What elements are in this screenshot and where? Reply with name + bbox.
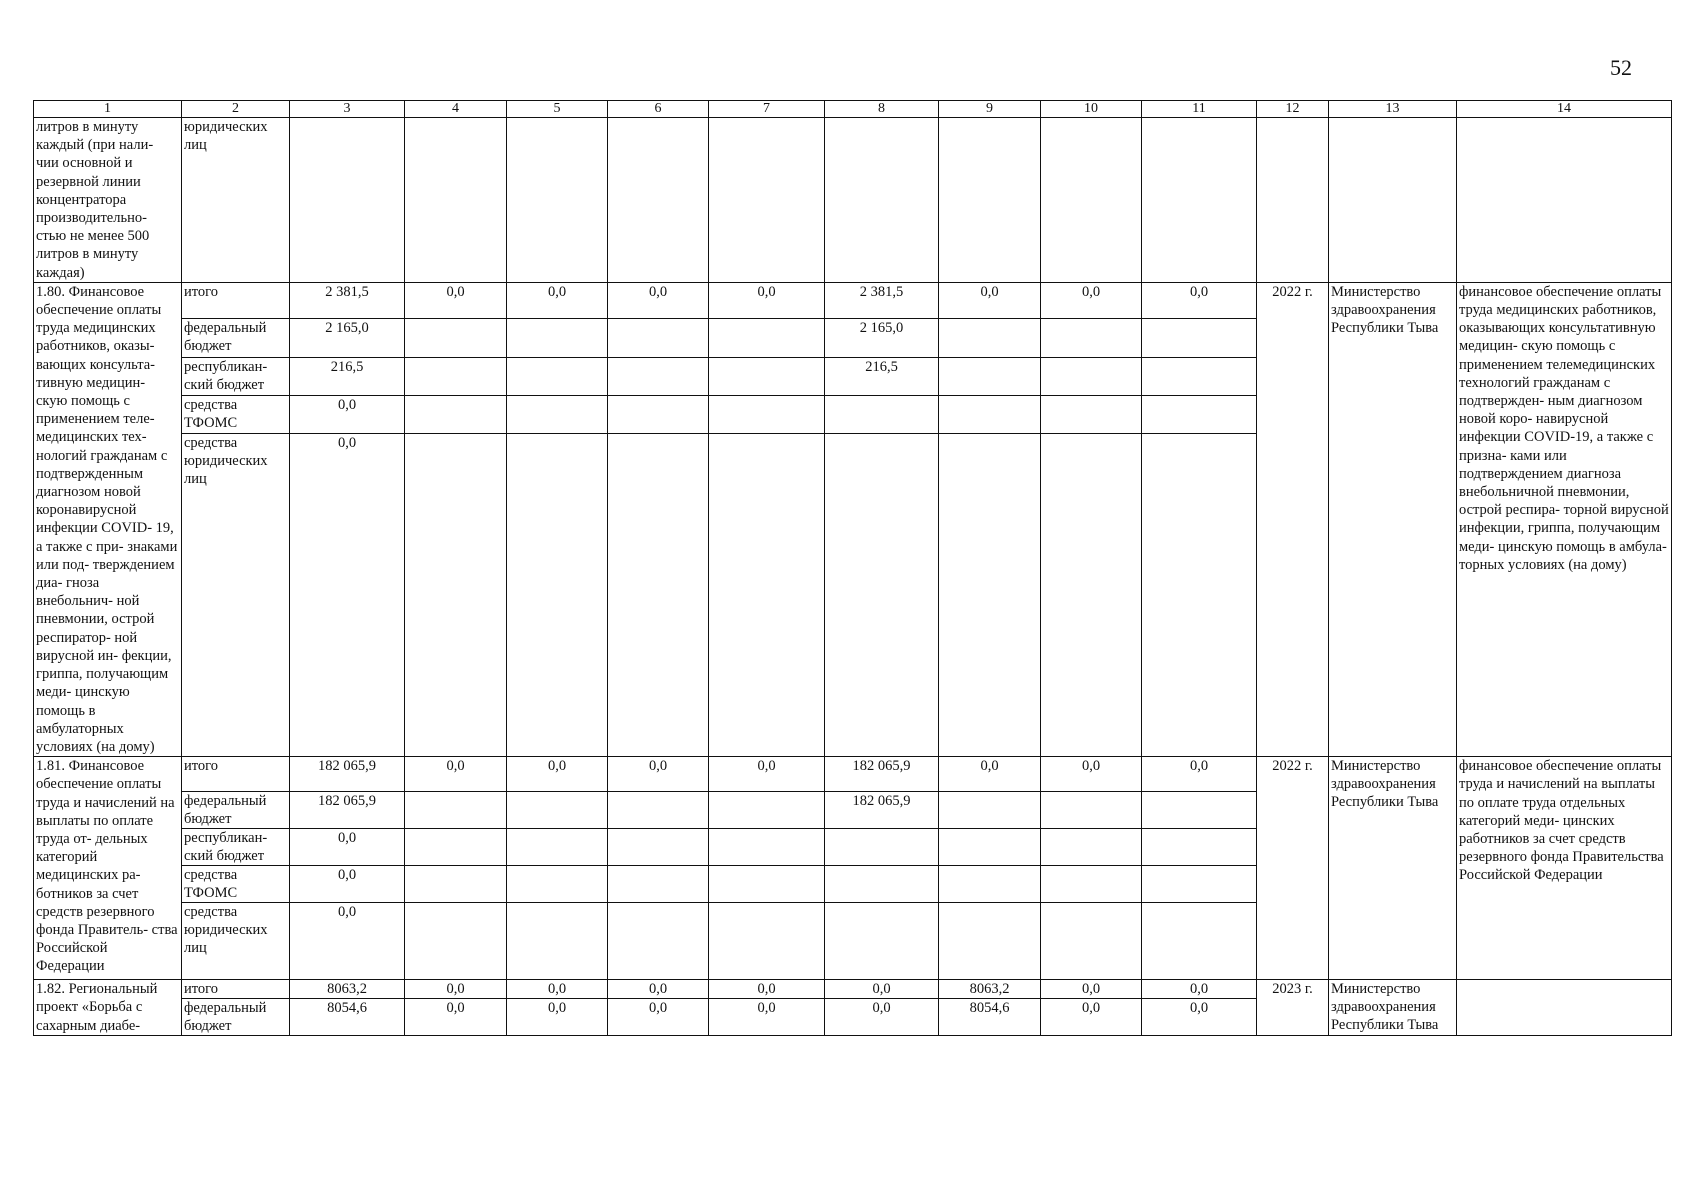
value-cell: 0,0 (709, 999, 825, 1036)
value-cell: 0,0 (1142, 757, 1257, 792)
empty-cell (1329, 118, 1457, 283)
value-cell: 0,0 (939, 282, 1041, 318)
value-cell: 8063,2 (290, 980, 405, 999)
value-cell (1041, 395, 1142, 433)
value-cell: 0,0 (507, 757, 608, 792)
value-cell: 2 165,0 (825, 319, 939, 357)
value-cell (507, 792, 608, 829)
executor-cell: Министерство здравоохранения Республики Тыва (1329, 757, 1457, 980)
value-cell: 0,0 (608, 980, 709, 999)
value-cell (405, 903, 507, 980)
executor-cell: Министерство здравоохранения Республики Тыва (1329, 282, 1457, 756)
source-cell: республикан- ский бюджет (182, 829, 290, 866)
value-cell (608, 792, 709, 829)
value-cell (1142, 866, 1257, 903)
value-cell: 8063,2 (939, 980, 1041, 999)
value-cell: 182 065,9 (825, 792, 939, 829)
source-cell: федеральный бюджет (182, 999, 290, 1036)
value-cell (405, 319, 507, 357)
header-row (34, 101, 1672, 118)
value-cell: 0,0 (709, 757, 825, 792)
table-row (34, 980, 1672, 999)
value-cell: 0,0 (1041, 999, 1142, 1036)
value-cell (1041, 829, 1142, 866)
empty-cell (709, 118, 825, 283)
value-cell (608, 829, 709, 866)
value-cell (1041, 792, 1142, 829)
value-cell (709, 792, 825, 829)
value-cell (1041, 434, 1142, 757)
value-cell (709, 434, 825, 757)
value-cell (507, 903, 608, 980)
value-cell (1041, 357, 1142, 395)
value-cell: 0,0 (939, 757, 1041, 792)
row-name-cell: 1.82. Региональный проект «Борьба с сахарным диабе- (34, 980, 182, 1036)
value-cell: 0,0 (507, 282, 608, 318)
column-header: 6 (608, 101, 709, 118)
value-cell (1142, 792, 1257, 829)
value-cell (1142, 395, 1257, 433)
value-cell (507, 357, 608, 395)
value-cell: 0,0 (1142, 999, 1257, 1036)
executor-cell: Министерство здравоохранения Республики Тыва (1329, 980, 1457, 1036)
table-row (34, 282, 1672, 318)
value-cell (825, 434, 939, 757)
empty-cell (1041, 118, 1142, 283)
value-cell: 0,0 (405, 980, 507, 999)
value-cell: 0,0 (825, 999, 939, 1036)
column-header: 2 (182, 101, 290, 118)
value-cell (405, 357, 507, 395)
column-header: 8 (825, 101, 939, 118)
value-cell: 0,0 (290, 903, 405, 980)
value-cell: 0,0 (290, 434, 405, 757)
page-number: 52 (1610, 55, 1632, 80)
value-cell: 182 065,9 (290, 757, 405, 792)
value-cell (608, 903, 709, 980)
column-header: 10 (1041, 101, 1142, 118)
table-row (34, 118, 1672, 283)
empty-cell (608, 118, 709, 283)
source-cell: итого (182, 980, 290, 999)
value-cell (1041, 866, 1142, 903)
value-cell (709, 903, 825, 980)
value-cell: 0,0 (1041, 757, 1142, 792)
column-header: 14 (1457, 101, 1672, 118)
value-cell (1142, 319, 1257, 357)
source-cell: средства ТФОМС (182, 395, 290, 433)
value-cell (1142, 829, 1257, 866)
value-cell (507, 319, 608, 357)
column-header: 1 (34, 101, 182, 118)
value-cell (405, 434, 507, 757)
value-cell: 0,0 (1041, 980, 1142, 999)
source-cell: итого (182, 757, 290, 792)
value-cell (709, 866, 825, 903)
value-cell: 182 065,9 (825, 757, 939, 792)
source-cell: республикан- ский бюджет (182, 357, 290, 395)
value-cell (825, 866, 939, 903)
column-header: 3 (290, 101, 405, 118)
row-name-cell: 1.81. Финансовое обеспечение оплаты труда и начислений на выплаты по оплате труда от- дельных категорий медицинских ра- ботников за счет средств резервного фонда Правитель- ства Российской Федерации (34, 757, 182, 980)
value-cell: 0,0 (608, 282, 709, 318)
source-cell: средства ТФОМС (182, 866, 290, 903)
value-cell (939, 866, 1041, 903)
value-cell (507, 434, 608, 757)
column-header: 13 (1329, 101, 1457, 118)
value-cell: 216,5 (825, 357, 939, 395)
value-cell: 0,0 (1041, 282, 1142, 318)
table-row (34, 757, 1672, 792)
source-cell: итого (182, 282, 290, 318)
value-cell (939, 829, 1041, 866)
value-cell: 2 381,5 (290, 282, 405, 318)
value-cell (825, 395, 939, 433)
value-cell: 8054,6 (290, 999, 405, 1036)
value-cell: 0,0 (405, 999, 507, 1036)
value-cell (1041, 319, 1142, 357)
value-cell (608, 395, 709, 433)
value-cell: 0,0 (608, 999, 709, 1036)
value-cell (709, 357, 825, 395)
value-cell (507, 395, 608, 433)
value-cell: 0,0 (1142, 282, 1257, 318)
value-cell: 0,0 (290, 395, 405, 433)
year-cell: 2022 г. (1257, 282, 1329, 756)
value-cell (939, 434, 1041, 757)
value-cell (939, 357, 1041, 395)
empty-cell (939, 118, 1041, 283)
value-cell (939, 903, 1041, 980)
value-cell (608, 866, 709, 903)
value-cell: 0,0 (709, 282, 825, 318)
value-cell (608, 434, 709, 757)
value-cell (939, 319, 1041, 357)
empty-cell (1142, 118, 1257, 283)
empty-cell (405, 118, 507, 283)
empty-cell (1457, 118, 1672, 283)
value-cell: 0,0 (1142, 980, 1257, 999)
value-cell (709, 319, 825, 357)
column-header: 5 (507, 101, 608, 118)
source-cell: средства юридических лиц (182, 434, 290, 757)
source-cell: юридических лиц (182, 118, 290, 283)
value-cell (405, 866, 507, 903)
column-header: 9 (939, 101, 1041, 118)
value-cell (939, 792, 1041, 829)
value-cell (507, 866, 608, 903)
value-cell: 0,0 (825, 980, 939, 999)
empty-cell (507, 118, 608, 283)
value-cell (1142, 357, 1257, 395)
result-cell: финансовое обеспечение оплаты труда и начислений на выплаты по оплате труда отдельных категорий меди- цинских работников за счет средств резервного фонда Правительства Российской Федерации (1457, 757, 1672, 980)
source-cell: средства юридических лиц (182, 903, 290, 980)
value-cell: 0,0 (507, 980, 608, 999)
value-cell: 0,0 (290, 829, 405, 866)
value-cell (405, 829, 507, 866)
value-cell: 0,0 (290, 866, 405, 903)
value-cell: 8054,6 (939, 999, 1041, 1036)
value-cell: 2 165,0 (290, 319, 405, 357)
value-cell (405, 792, 507, 829)
source-cell: федеральный бюджет (182, 792, 290, 829)
value-cell (1142, 434, 1257, 757)
value-cell (507, 829, 608, 866)
value-cell (608, 319, 709, 357)
column-header: 7 (709, 101, 825, 118)
column-header: 12 (1257, 101, 1329, 118)
value-cell: 182 065,9 (290, 792, 405, 829)
value-cell (939, 395, 1041, 433)
value-cell (709, 395, 825, 433)
row-name-cell: 1.80. Финансовое обеспечение оплаты труда медицинских работников, оказы- вающих консульта- тивную медицин- скую помощь с применением теле- медицинских тех- нологий гражданам с подтвержденным диагнозом новой коронавирусной инфекции COVID- 19, а также с при- знаками или под- тверждением диа- гноза внебольнич- ной пневмонии, острой респиратор- ной вирусной ин- фекции, гриппа, получающим меди- цинскую помощь в амбулаторных условиях (на дому) (34, 282, 182, 756)
value-cell (825, 829, 939, 866)
value-cell: 2 381,5 (825, 282, 939, 318)
budget-table (33, 100, 1672, 1036)
result-cell: финансовое обеспечение оплаты труда медицинских работников, оказывающих консультативную медицин- скую помощь с применением телемедицинских технологий гражданам с подтвержден- ным диагнозом новой коро- навирусной инфекции COVID-19, а также с призна- ками или подтверждением диагноза внебольничной пневмонии, острой респира- торной вирусной инфекции, гриппа, получающим меди- цинскую помощь в амбула- торных условиях (на дому) (1457, 282, 1672, 756)
column-header: 4 (405, 101, 507, 118)
value-cell: 216,5 (290, 357, 405, 395)
value-cell: 0,0 (405, 282, 507, 318)
year-cell: 2022 г. (1257, 757, 1329, 980)
empty-cell (825, 118, 939, 283)
value-cell: 0,0 (608, 757, 709, 792)
value-cell (709, 829, 825, 866)
result-cell (1457, 980, 1672, 1036)
row-name-cell: литров в минуту каждый (при нали- чии основной и резервной линии концентратора производительно- стью не менее 500 литров в минуту каждая) (34, 118, 182, 283)
source-cell: федеральный бюджет (182, 319, 290, 357)
value-cell (405, 395, 507, 433)
value-cell (825, 903, 939, 980)
value-cell: 0,0 (405, 757, 507, 792)
value-cell: 0,0 (507, 999, 608, 1036)
year-cell: 2023 г. (1257, 980, 1329, 1036)
column-header: 11 (1142, 101, 1257, 118)
value-cell (1142, 903, 1257, 980)
value-cell (1041, 903, 1142, 980)
empty-cell (290, 118, 405, 283)
empty-cell (1257, 118, 1329, 283)
value-cell: 0,0 (709, 980, 825, 999)
value-cell (608, 357, 709, 395)
